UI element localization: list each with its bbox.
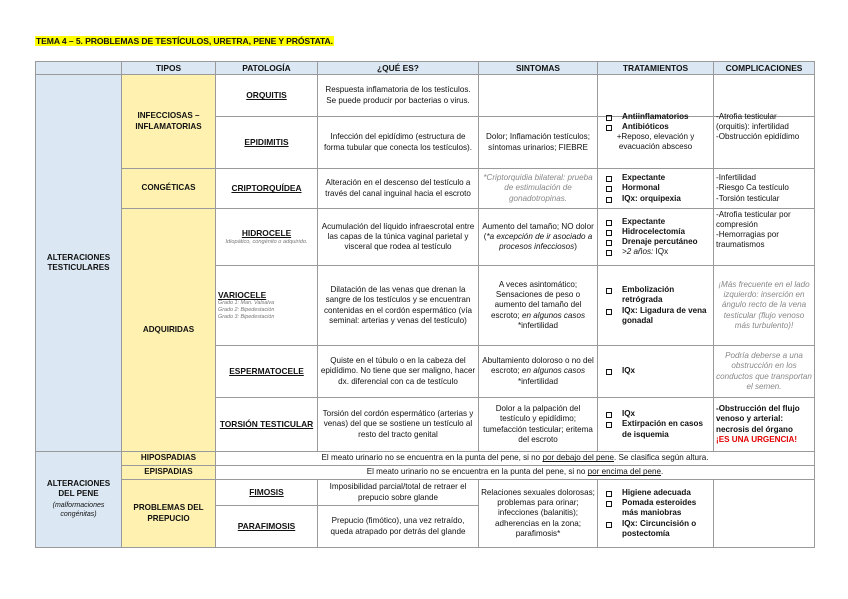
fimosis-que-es: Imposibilidad parcial/total de retraer el prepucio sobre glande [318, 480, 479, 506]
table-row [36, 480, 815, 506]
varicocele-grado-2: Grado 2: Bipedestación [218, 307, 275, 314]
type-hipospadias: HIPOSPADIAS [122, 452, 216, 466]
tratamiento-item: IQx [600, 366, 711, 376]
tratamiento-item: Hormonal [600, 183, 711, 193]
torsion-tratamientos [598, 398, 714, 452]
pathology-hidrocele: HIDROCELE [241, 228, 292, 239]
tratamiento-item: IQx [600, 409, 711, 419]
criptorquidea-sintomas: *Criptorquidia bilateral: prueba de estimulación de gonadotropinas. [479, 169, 598, 209]
page-title: TEMA 4 – 5. PROBLEMAS DE TESTÍCULOS, URETRA, PENE Y PRÓSTATA. [36, 36, 333, 46]
pathology-torsion: TORSIÓN TESTICULAR [216, 398, 318, 452]
varicocele-que-es: Dilatación de las venas que drenan la sangre de los testículos y se encuentran contenidas en el cordón espermático (vía seminal: arterias y venas del testículo) [318, 266, 479, 346]
sintoma-text: ) [574, 242, 577, 252]
prepucio-complicaciones [714, 480, 815, 548]
urgencia-label: ¡ES UNA URGENCIA! [716, 434, 798, 444]
type-infecciosas: INFECCIOSAS – INFLAMATORIAS [122, 75, 216, 169]
group-pene-cell [36, 452, 122, 548]
infecciosas-complicaciones [714, 111, 815, 163]
torsion-que-es: Torsión del cordón espermático (arterias y venas) del que se sostiene un testículo al resto del tracto genital [318, 398, 479, 452]
sintoma-text: *infertilidad [517, 376, 559, 386]
type-prepucio: PROBLEMAS DEL PREPUCIO [122, 480, 216, 548]
pathology-varicocele-cell [216, 266, 318, 346]
header-blank [36, 62, 122, 75]
espermatocele-complicaciones: Podría deberse a una obstrucción en los conductos que transportan el semen. [714, 346, 815, 398]
header-row [36, 62, 815, 75]
parafimosis-que-es: Prepucio (fimótico), una vez retraído, queda atrapado por detrás del glande [318, 506, 479, 548]
tratamiento-item: Drenaje percutáneo [600, 237, 711, 247]
hidrocele-tratamientos [598, 209, 714, 266]
table-row [36, 209, 815, 266]
hidrocele-sintomas [479, 209, 598, 266]
torsion-sintomas: Dolor a la palpación del testículo y epidídimo; tumefacción testicular; eritema del escroto [479, 398, 598, 452]
sintoma-text-italic: *a excepción de ir asociado a procesos infecciosos [486, 231, 593, 252]
pathology-table [35, 61, 815, 548]
sintoma-text: Aumento del tamaño; NO dolor ( [482, 221, 594, 241]
complicacion-item: -Obstrucción del flujo venoso y arterial: necrosis del órgano [716, 404, 800, 434]
criptorquidea-que-es: Alteración en el descenso del testículo a través del canal inguinal hacia el escroto [318, 169, 479, 209]
epididimitis-que-es: Infección del epidídimo (estructura de forma tubular que conecta los testículos). [318, 117, 479, 169]
header-tipos: TIPOS [122, 62, 216, 75]
epididimitis-sintomas: Dolor; Inflamación testículos; síntomas urinarios; FIEBRE [479, 117, 598, 169]
infecciosas-tratamientos [598, 111, 714, 163]
sintoma-text-italic: en algunos casos [522, 310, 586, 320]
varicocele-complicaciones: ¡Más frecuente en el lado izquierdo: inserción en ángulo recto de la vena testicular (flujo venoso más turbulento)! [714, 266, 815, 346]
complicacion-item: -Obstrucción epidídimo [716, 132, 800, 142]
varicocele-sintomas [479, 266, 598, 346]
espermatocele-que-es: Quiste en el túbulo o en la cabeza del epidídimo. No tiene que ser maligno, hacer dx. diferencial con ca de testículo [318, 346, 479, 398]
tratamiento-item [600, 247, 711, 257]
hidrocele-que-es: Acumulación del líquido infraescrotal entre las capas de la túnica vaginal parietal y visceral que rodea al testículo [318, 209, 479, 266]
complicacion-item: -Atrofia testicular por compresión [716, 210, 791, 230]
espermatocele-tratamientos [598, 346, 714, 398]
pathology-parafimosis: PARAFIMOSIS [216, 506, 318, 548]
tratamiento-item: Antibióticos [600, 122, 711, 132]
group-pene: ALTERACIONES DEL PENE [46, 479, 111, 499]
pathology-varicocele: VARIOCELE [218, 289, 267, 300]
tratamiento-item: Antiinflamatorios [600, 112, 711, 122]
pathology-orquitis: ORQUITIS [216, 75, 318, 117]
table-row [36, 466, 815, 480]
complicacion-item: -Infertilidad [716, 173, 757, 183]
description-text: . Se clasifica según altura. [614, 453, 709, 463]
orquitis-que-es: Respuesta inflamatoria de los testículos. Se puede producir por bacterias o virus. [318, 75, 479, 117]
epispadias-description [216, 466, 815, 480]
tratamiento-item: +Reposo, elevación y evacuación absceso [616, 132, 695, 152]
pathology-epididimitis: EPIDIMITIS [216, 117, 318, 169]
hidrocele-subtitle: Idiopático, congénito o adquirido. [225, 238, 308, 245]
header-tratamientos: TRATAMIENTOS [598, 62, 714, 75]
varicocele-grado-3: Grado 3: Bipedestación [218, 314, 275, 321]
espermatocele-sintomas [479, 346, 598, 398]
tratamiento-text-italic: >2 años: [622, 247, 656, 257]
varicocele-grado-1: Grado 1: Man. Valsalva [218, 300, 275, 307]
description-text: . [661, 467, 664, 477]
description-underline: por debajo del pene [542, 453, 614, 463]
hidrocele-complicaciones [714, 209, 815, 266]
header-que-es: ¿QUÉ ES? [318, 62, 479, 75]
prepucio-tratamientos [598, 480, 714, 548]
tratamiento-item: Extirpación en casos de isquemia [600, 419, 711, 439]
complicacion-item: -Torsión testicular [716, 193, 780, 203]
criptorquidea-tratamientos [598, 169, 714, 209]
pathology-hidrocele-cell [216, 209, 318, 266]
hipospadias-description [216, 452, 815, 466]
varicocele-tratamientos [598, 266, 714, 346]
tratamiento-item: IQx: Ligadura de vena gonadal [600, 306, 711, 326]
type-epispadias: EPISPADIAS [122, 466, 216, 480]
criptorquidea-complicaciones [714, 169, 815, 209]
complicacion-item: -Hemorragias por traumatismos [716, 230, 779, 250]
tratamiento-item: Hidrocelectomía [600, 227, 711, 237]
pathology-espermatocele: ESPERMATOCELE [216, 346, 318, 398]
complicacion-item: -Atrofia testicular (orquitis): infertilidad [716, 112, 789, 132]
header-patologia: PATOLOGÍA [216, 62, 318, 75]
sintoma-text-italic: en algunos casos [522, 366, 586, 376]
prepucio-sintomas: Relaciones sexuales dolorosas; problemas para orinar; infecciones (balanitis); adherencias en la zona; parafimosis* [479, 480, 598, 548]
type-adquiridas: ADQUIRIDAS [122, 209, 216, 452]
tratamiento-item: Embolización retrógrada [600, 285, 711, 305]
description-text: El meato urinario no se encuentra en la punta del pene, si no [321, 453, 543, 463]
table-row [36, 452, 815, 466]
pathology-criptorquidea: CRIPTORQUÍDEA [216, 169, 318, 209]
type-congenitas: CONGÉTICAS [122, 169, 216, 209]
group-testiculares: ALTERACIONES TESTICULARES [36, 75, 122, 452]
complicacion-item: -Riesgo Ca testículo [716, 183, 789, 193]
torsion-complicaciones [714, 398, 815, 452]
sintoma-text: A veces asintomático; Sensaciones de peso o aumento del tamaño del escroto; [490, 280, 582, 320]
tratamiento-item: IQx: orquipexia [600, 194, 711, 204]
tratamiento-text: IQx [655, 247, 669, 257]
tratamiento-item: IQx: Circuncisión o postectomía [600, 519, 711, 539]
tratamiento-item: Pomada esteroides más maniobras [600, 498, 711, 518]
sintoma-text: Abultamiento doloroso o no del escroto; [482, 356, 594, 376]
sintoma-text: *infertilidad [517, 320, 559, 330]
tratamiento-item: Higiene adecuada [600, 488, 711, 498]
header-sintomas: SINTOMAS [479, 62, 598, 75]
orquitis-sintomas [479, 75, 598, 117]
pathology-fimosis: FIMOSIS [216, 480, 318, 506]
tratamiento-item: Expectante [600, 173, 711, 183]
description-text: El meato urinario no se encuentra en la punta del pene, si no [366, 467, 588, 477]
table-row [36, 169, 815, 209]
group-pene-subtitle: (malformaciones congénitas) [52, 502, 105, 519]
header-complicaciones: COMPLICACIONES [714, 62, 815, 75]
description-underline: por encima del pene [587, 467, 662, 477]
tratamiento-item: Expectante [600, 217, 711, 227]
